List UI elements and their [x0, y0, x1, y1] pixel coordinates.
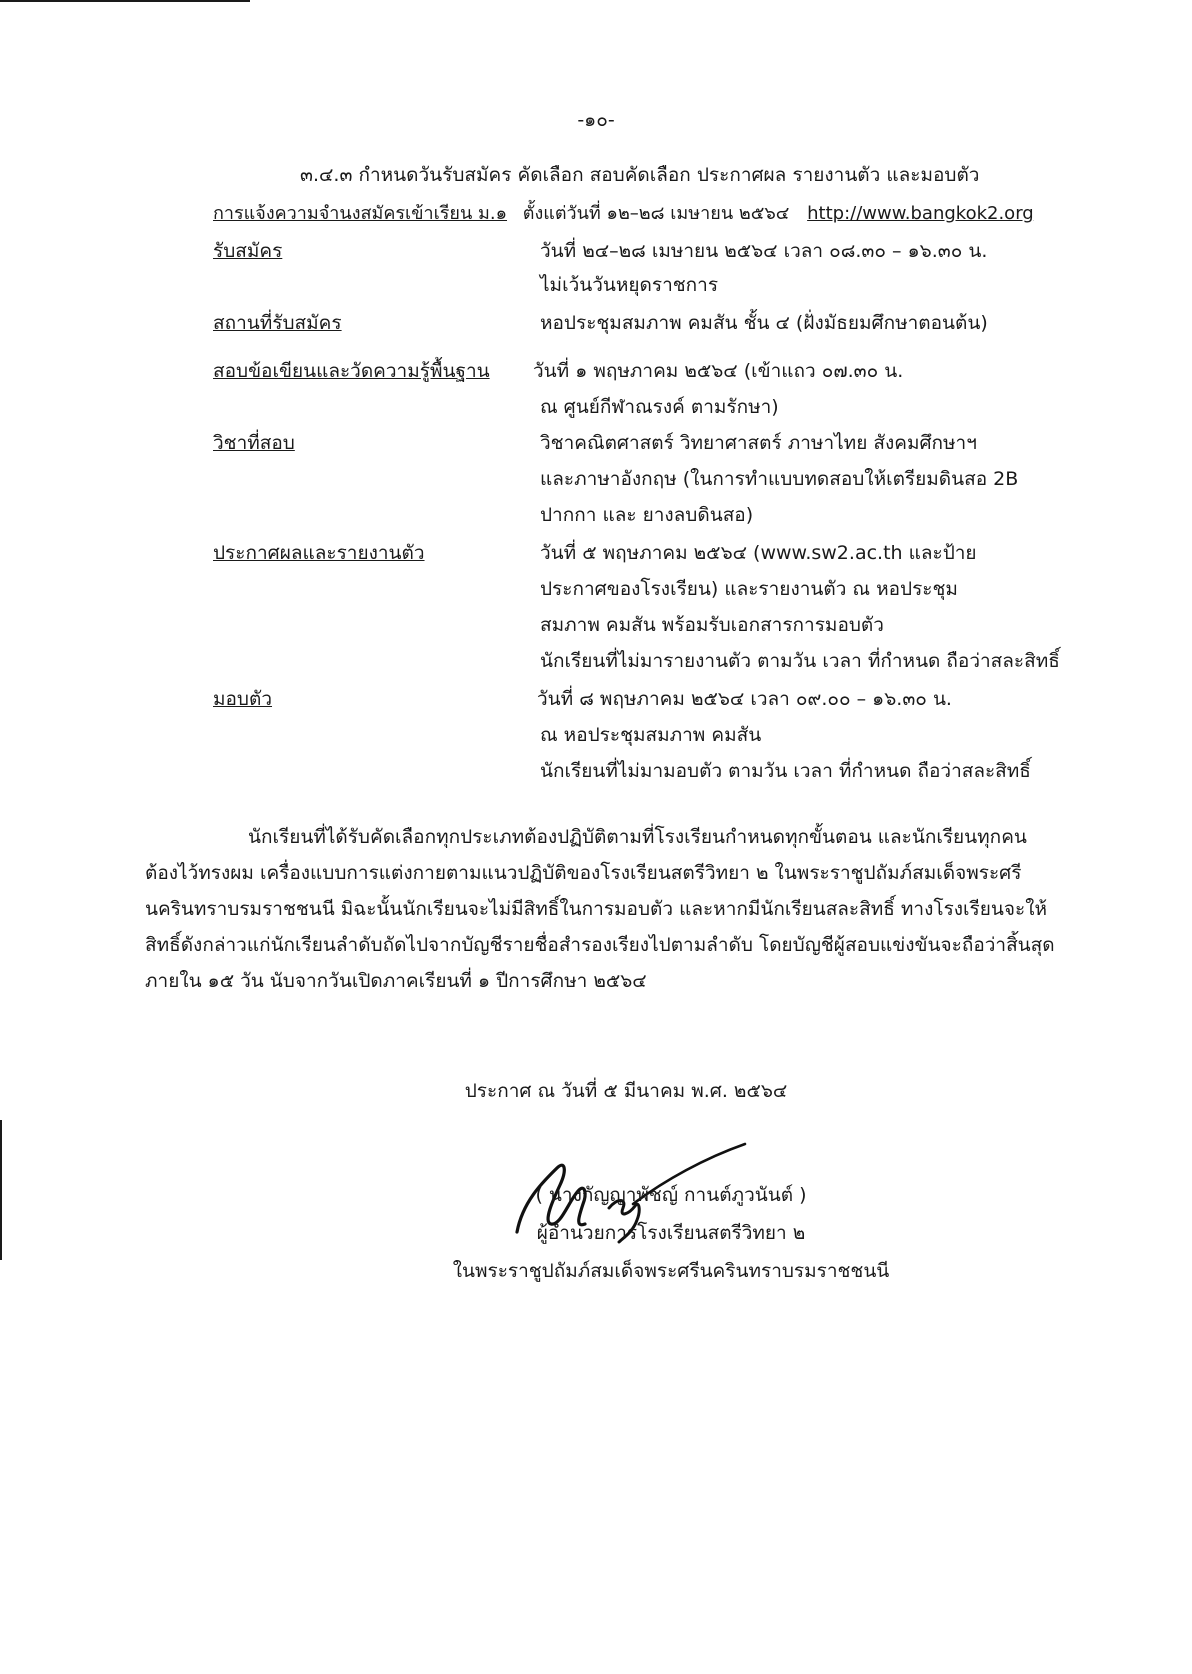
paragraph-line: สิทธิ์ดังกล่าวแก่นักเรียนลำดับถัดไปจากบัญชีรายชื่อสำรองเรียงไปตามลำดับ โดยบัญชีผู้สอบแข่งขันจะถือว่าสิ้นสุด [145, 934, 1055, 956]
signatory-name: ( นางกัญญาพัชญ์ กานต์ภูวนันต์ ) [535, 1184, 807, 1206]
signatory-title: ผู้อำนวยการโรงเรียนสตรีวิทยา ๒ [536, 1222, 806, 1244]
paragraph-line: นครินทราบรมราชชนนี มิฉะนั้นนักเรียนจะไม่มีสิทธิ์ในการมอบตัว และหากมีนักเรียนสละสิทธิ์ ทางโรงเรียนจะให้ [145, 898, 1048, 920]
schedule-line: นักเรียนที่ไม่มารายงานตัว ตามวัน เวลา ที่กำหนด ถือว่าสละสิทธิ์ [540, 650, 1060, 672]
schedule-label-written-exam: สอบข้อเขียนและวัดความรู้พื้นฐาน [213, 360, 490, 382]
schedule-line: วันที่ ๑ พฤษภาคม ๒๕๖๔ (เข้าแถว ๐๗.๓๐ น. [533, 360, 904, 382]
announcement-date: ประกาศ ณ วันที่ ๕ มีนาคม พ.ศ. ๒๕๖๔ [464, 1080, 788, 1102]
schedule-label-registration: รับสมัคร [213, 240, 283, 262]
announcement-dates: ตั้งแต่วันที่ ๑๒–๒๘ เมษายน ๒๕๖๔ [522, 203, 790, 224]
schedule-label-results: ประกาศผลและรายงานตัว [213, 542, 425, 564]
announcement-line [213, 198, 1034, 227]
schedule-line: ณ ศูนย์กีฬาณรงค์ ตามรักษา) [540, 396, 779, 418]
paragraph-line: นักเรียนที่ได้รับคัดเลือกทุกประเภทต้องปฏิบัติตามที่โรงเรียนกำหนดทุกขั้นตอน และนักเรียนทุกคน [248, 826, 1027, 848]
announcement-label: การแจ้งความจำนงสมัครเข้าเรียน ม.๑ [213, 203, 508, 224]
schedule-label-location: สถานที่รับสมัคร [213, 312, 342, 334]
schedule-label-subjects: วิชาที่สอบ [213, 432, 295, 454]
schedule-line: วันที่ ๘ พฤษภาคม ๒๕๖๔ เวลา ๐๙.๐๐ – ๑๖.๓๐ น. [537, 688, 952, 710]
schedule-line: หอประชุมสมภาพ คมสัน ชั้น ๔ (ฝั่งมัธยมศึกษาตอนต้น) [540, 312, 988, 334]
schedule-line: ประกาศของโรงเรียน) และรายงานตัว ณ หอประชุม [540, 578, 958, 600]
section-heading: ๓.๔.๓ กำหนดวันรับสมัคร คัดเลือก สอบคัดเลือก ประกาศผล รายงานตัว และมอบตัว [300, 164, 980, 186]
schedule-line: ปากกา และ ยางลบดินสอ) [540, 504, 754, 526]
page-number: -๑๐- [577, 109, 615, 131]
schedule-line: ณ หอประชุมสมภาพ คมสัน [540, 724, 762, 746]
signatory-patronage: ในพระราชูปถัมภ์สมเด็จพระศรีนครินทราบรมราชชนนี [452, 1260, 890, 1282]
schedule-label-enrollment: มอบตัว [213, 688, 273, 710]
paragraph-line: ภายใน ๑๕ วัน นับจากวันเปิดภาคเรียนที่ ๑ ปีการศึกษา ๒๕๖๔ [145, 970, 647, 992]
schedule-line: และภาษาอังกฤษ (ในการทำแบบทดสอบให้เตรียมดินสอ 2B [540, 468, 1019, 490]
scan-edge-top [0, 0, 250, 2]
schedule-line: วิชาคณิตศาสตร์ วิทยาศาสตร์ ภาษาไทย สังคมศึกษาฯ [540, 432, 977, 454]
schedule-line: วันที่ ๕ พฤษภาคม ๒๕๖๔ (www.sw2.ac.th และป้าย [540, 542, 977, 564]
schedule-line: ไม่เว้นวันหยุดราชการ [540, 274, 719, 296]
announcement-url[interactable]: http://www.bangkok2.org [807, 203, 1034, 224]
paragraph-line: ต้องไว้ทรงผม เครื่องแบบการแต่งกายตามแนวปฏิบัติของโรงเรียนสตรีวิทยา ๒ ในพระราชูปถัมภ์สมเด็จพระศรี [145, 862, 1022, 884]
schedule-line: นักเรียนที่ไม่มามอบตัว ตามวัน เวลา ที่กำหนด ถือว่าสละสิทธิ์ [540, 760, 1031, 782]
schedule-line: สมภาพ คมสัน พร้อมรับเอกสารการมอบตัว [540, 614, 884, 636]
schedule-line: วันที่ ๒๔–๒๘ เมษายน ๒๕๖๔ เวลา ๐๘.๓๐ – ๑๖.๓๐ น. [540, 240, 988, 262]
